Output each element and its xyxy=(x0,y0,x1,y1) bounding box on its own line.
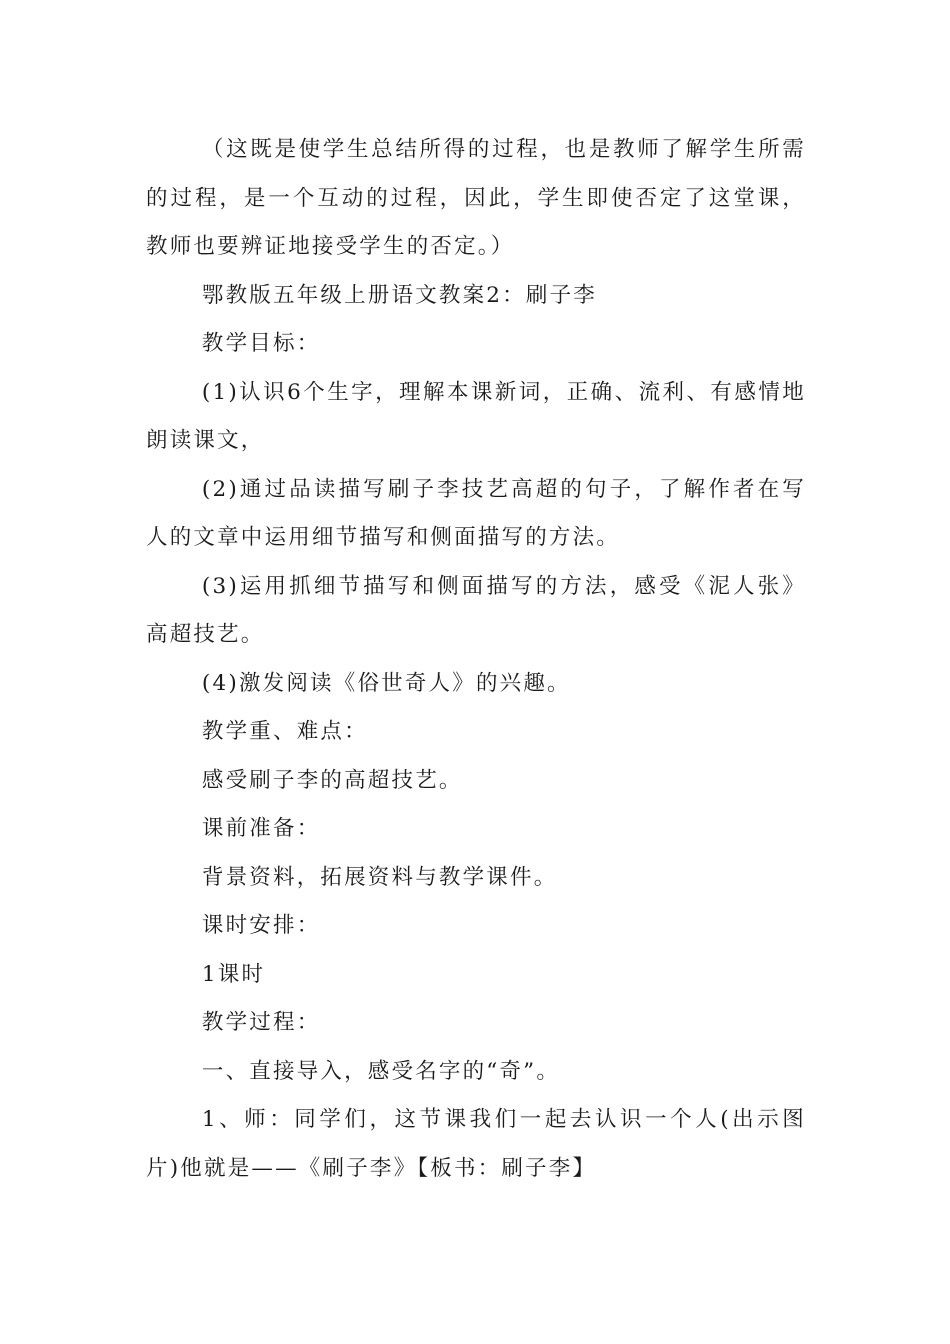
objective-2: (2)通过品读描写刷子李技艺高超的句子，了解作者在写人的文章中运用细节描写和侧面描写的方法。 xyxy=(146,476,806,550)
heading-objectives: 教学目标： xyxy=(201,331,321,356)
paragraph-lesson-title: 鄂教版五年级上册语文教案2：刷子李 xyxy=(201,282,597,308)
schedule-text: 1课时 xyxy=(201,961,266,987)
heading-key-points: 教学重、难点： xyxy=(201,719,368,744)
heading-schedule: 课时安排： xyxy=(201,913,321,938)
key-points-text: 感受刷子李的高超技艺。 xyxy=(201,767,463,793)
objective-4: (4)激发阅读《俗世奇人》的兴趣。 xyxy=(201,670,571,696)
process-step-1-detail: 1、师：同学们，这节课我们一起去认识一个人(出示图片)他就是——《刷子李》【板书：刷子李】 xyxy=(146,1107,806,1181)
objective-1: (1)认识6个生字，理解本课新词，正确、流利、有感情地朗读课文， xyxy=(146,379,806,453)
process-step-1: 一、直接导入，感受名字的“奇”。 xyxy=(201,1058,561,1084)
paragraph-intro-note: （这既是使学生总结所得的过程，也是教师了解学生所需的过程，是一个互动的过程，因此，学生即使否定了这堂课，教师也要辨证地接受学生的否定。） xyxy=(146,137,806,259)
heading-preparation: 课前准备： xyxy=(201,816,321,841)
objective-3: (3)运用抓细节描写和侧面描写的方法，感受《泥人张》高超技艺。 xyxy=(146,573,806,647)
preparation-text: 背景资料，拓展资料与教学课件。 xyxy=(201,864,558,890)
heading-process: 教学过程： xyxy=(201,1010,321,1035)
